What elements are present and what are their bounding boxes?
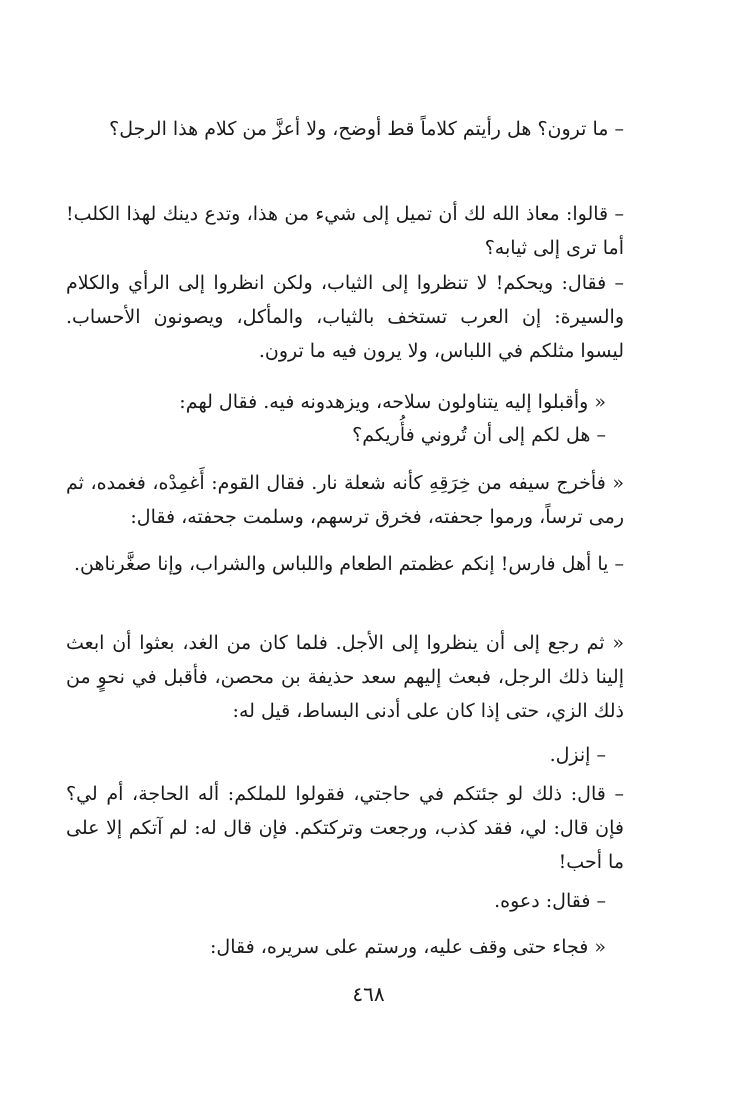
paragraph-4: « وأقبلوا إليه يتناولون سلاحه، ويزهدونه فيه. فقال لهم:	[179, 391, 606, 413]
page-number: ٤٦٨	[352, 982, 385, 1006]
paragraph-5: – هل لكم إلى أن تُروني فأُريكم؟	[352, 424, 606, 446]
paragraph-6: « فأخرج سيفه من خِرَقِهِ كأنه شعلة نار. فقال القوم: أَغمِدْه، فغمده، ثم رمى ترساً، ورموا جحفته، فخرق ترسهم، وسلمت جحفته، فقال:	[66, 472, 624, 528]
paragraph-7: – يا أهل فارس! إنكم عظمتم الطعام واللباس والشراب، وإنا صغَّرناهن.	[73, 553, 624, 575]
paragraph-10: – قال: ذلك لو جئتكم في حاجتي، فقولوا للملكم: أله الحاجة، أم لي؟ فإن قال: لي، فقد كذب، ورجعت وتركتكم. فإن قال له: لم آتكم إلا على ما أحب!	[66, 783, 624, 873]
paragraph-3: – فقال: ويحكم! لا تنظروا إلى الثياب، ولكن انظروا إلى الرأي والكلام والسيرة: إن العرب تستخف بالثياب، والمأكل، ويصونون الأحساب. ليسوا مثلكم في اللباس، ولا يرون فيه ما ترون.	[66, 272, 624, 362]
paragraph-12: « فجاء حتى وقف عليه، ورستم على سريره، فقال:	[210, 936, 606, 958]
paragraph-2: – قالوا: معاذ الله لك أن تميل إلى شيء من هذا، وتدع دينك لهذا الكلب! أما ترى إلى ثيابه؟	[66, 203, 624, 259]
paragraph-9: – إنزل.	[549, 744, 606, 766]
paragraph-1: – ما ترون؟ هل رأيتم كلاماً قط أوضح، ولا أعزَّ من كلام هذا الرجل؟	[109, 118, 624, 140]
paragraph-11: – فقال: دعوه.	[494, 890, 606, 912]
paragraph-8: « ثم رجع إلى أن ينظروا إلى الأجل. فلما كان من الغد، بعثوا أن ابعث إلينا ذلك الرجل، فبعث إليهم سعد حذيفة بن محصن، فأقبل في نحوٍ من ذلك الزي، حتى إذا كان على أدنى البساط، قيل له:	[66, 632, 624, 722]
